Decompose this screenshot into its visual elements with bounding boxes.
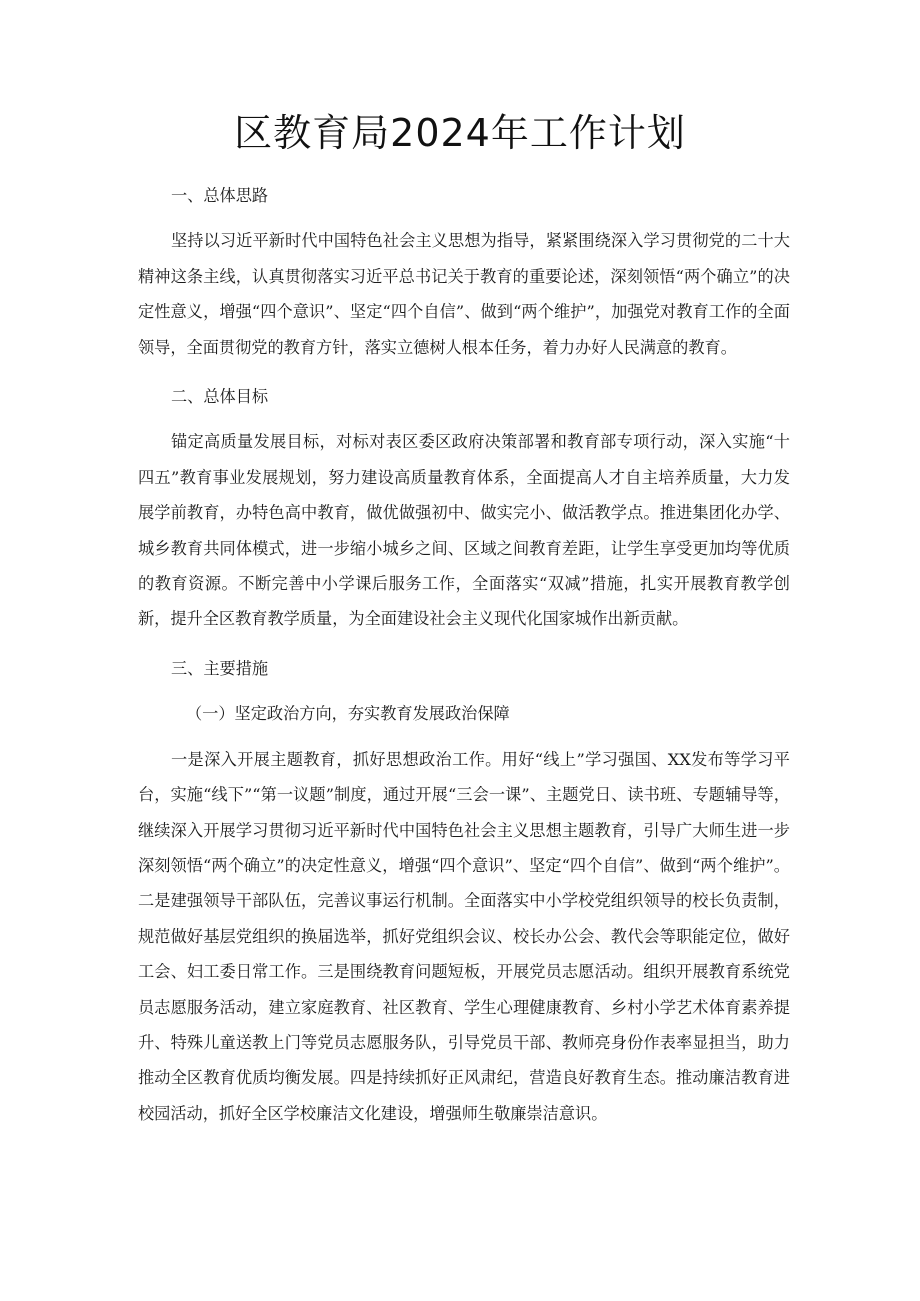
paragraph-political-direction: 一是深入开展主题教育，抓好思想政治工作。用好“线上”学习强国、XX发布等学习平台，实施“线下”“第一议题”制度，通过开展“三会一课”、主题党日、读书班、专题辅导等，继续深入开展学习贯彻习近平新时代中国特色社会主义思想主题教育，引导广大师生进一步深刻领悟“两个确立”的决定性意义，增强“四个意识”、坚定“四个自信”、做到“两个维护”。二是建强领导干部队伍，完善议事运行机制。全面落实中小学校党组织领导的校长负责制，规范做好基层党组织的换届选举，抓好党组织会议、校长办公会、教代会等职能定位，做好工会、妇工委日常工作。三是围绕教育问题短板，开展党员志愿活动。组织开展教育系统党员志愿服务活动，建立家庭教育、社区教育、学生心理健康教育、乡村小学艺术体育素养提升、特殊儿童送教上门等党员志愿服务队，引导党员干部、教师亮身份作表率显担当，助力推动全区教育优质均衡发展。四是持续抓好正风肃纪，营造良好教育生态。推动廉洁教育进校园活动，抓好全区学校廉洁文化建设，增强师生敬廉崇洁意识。 [138, 749, 790, 1123]
subsection-heading-political-direction: （一）坚定政治方向，夯实教育发展政治保障 [186, 704, 510, 724]
section-heading-main-measures: 三、主要措施 [171, 658, 269, 678]
section-heading-overall-approach: 一、总体思路 [171, 186, 269, 205]
section-heading-overall-goals: 二、总体目标 [171, 387, 269, 407]
paragraph-overall-goals: 锚定高质量发展目标，对标对表区委区政府决策部署和教育部专项行动，深入实施“十四五”教育事业发展规划，努力建设高质量教育体系，全面提高人才自主培养质量，大力发展学前教育，办特色高中教育，做优做强初中、做实完小、做活教学点。推进集团化办学、城乡教育共同体模式，进一步缩小城乡之间、区域之间教育差距，让学生享受更加均等优质的教育资源。不断完善中小学课后服务工作，全面落实“双减”措施，扎实开展教育教学创新，提升全区教育教学质量，为全面建设社会主义现代化国家城作出新贡献。 [138, 432, 790, 629]
paragraph-overall-approach: 坚持以习近平新时代中国特色社会主义思想为指导，紧紧围绕深入学习贯彻党的二十大精神这条主线，认真贯彻落实习近平总书记关于教育的重要论述，深刻领悟“两个确立”的决定性意义，增强“四个意识”、坚定“四个自信”、做到“两个维护”，加强党对教育工作的全面领导，全面贯彻党的教育方针，落实立德树人根本任务，着力办好人民满意的教育。 [138, 231, 790, 357]
document-title: 区教育局2024年工作计划 [234, 111, 686, 155]
document-body [138, 178, 790, 1145]
